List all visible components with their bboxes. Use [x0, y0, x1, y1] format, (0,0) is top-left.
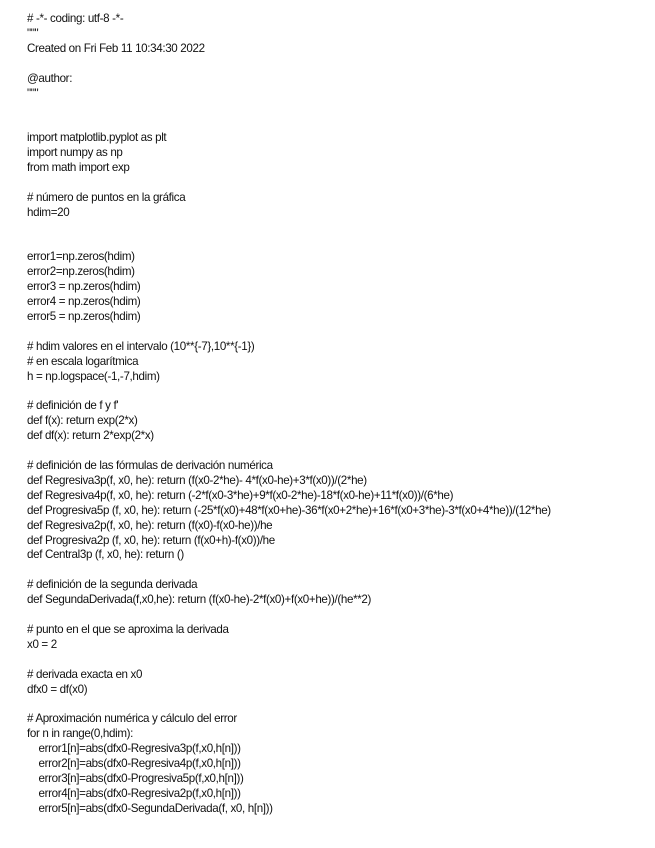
code-line: def SegundaDerivada(f,x0,he): return (f(x0-he)-2*f(x0)+f(x0+he))/(he**2): [27, 593, 372, 607]
blank-line: [27, 653, 637, 668]
blank-line: [27, 385, 637, 400]
code-line: """: [27, 26, 39, 40]
code-line: # definición de la segunda derivada: [27, 578, 198, 592]
code-line: @author:: [27, 71, 73, 85]
code-line: x0 = 2: [27, 637, 57, 651]
code-line: error1[n]=abs(dfx0-Regresiva3p(f,x0,h[n])): [27, 742, 241, 756]
blank-line: [27, 101, 637, 116]
code-line: # en escala logarítmica: [27, 354, 139, 368]
code-line: error2[n]=abs(dfx0-Regresiva4p(f,x0,h[n])): [27, 757, 241, 771]
code-line: def Progresiva5p (f, x0, he): return (-25*f(x0)+48*f(x0+he)-36*f(x0+2*he)+16*f(x0+3*he)-3*f(x0+4*he))/(12*he): [27, 503, 551, 517]
code-line: error4[n]=abs(dfx0-Regresiva2p(f,x0,h[n])): [27, 786, 241, 800]
code-line: for n in range(0,hdim):: [27, 727, 134, 741]
code-line: from math import exp: [27, 161, 130, 175]
blank-line: [27, 236, 637, 251]
code-line: def f(x): return exp(2*x): [27, 414, 138, 428]
code-line: error4 = np.zeros(hdim): [27, 295, 141, 309]
code-line: error5[n]=abs(dfx0-SegundaDerivada(f, x0, h[n])): [27, 801, 273, 815]
blank-line: [27, 325, 637, 340]
blank-line: [27, 698, 637, 713]
code-line: error5 = np.zeros(hdim): [27, 310, 141, 324]
code-line: # Aproximación numérica y cálculo del error: [27, 712, 237, 726]
code-line: # definición de f y f': [27, 399, 119, 413]
code-line: Created on Fri Feb 11 10:34:30 2022: [27, 41, 205, 55]
code-line: def df(x): return 2*exp(2*x): [27, 429, 154, 443]
code-line: error3[n]=abs(dfx0-Progresiva5p(f,x0,h[n])): [27, 772, 244, 786]
code-line: def Regresiva2p(f, x0, he): return (f(x0)-f(x0-he))/he: [27, 518, 273, 532]
code-line: hdim=20: [27, 205, 70, 219]
blank-line: [27, 57, 637, 72]
code-line: error3 = np.zeros(hdim): [27, 280, 141, 294]
code-line: def Regresiva3p(f, x0, he): return (f(x0-2*he)- 4*f(x0-he)+3*f(x0))/(2*he): [27, 473, 367, 487]
code-line: # hdim valores en el intervalo (10**{-7},10**{-1}): [27, 339, 255, 353]
blank-line: [27, 116, 637, 131]
code-line: import matplotlib.pyplot as plt: [27, 131, 167, 145]
code-document: [27, 12, 637, 817]
blank-line: [27, 563, 637, 578]
code-line: """: [27, 86, 39, 100]
code-line: error2=np.zeros(hdim): [27, 265, 135, 279]
blank-line: [27, 444, 637, 459]
code-line: error1=np.zeros(hdim): [27, 250, 135, 264]
code-line: dfx0 = df(x0): [27, 682, 88, 696]
code-line: # punto en el que se aproxima la derivada: [27, 622, 229, 636]
blank-line: [27, 221, 637, 236]
code-line: import numpy as np: [27, 146, 123, 160]
code-line: # número de puntos en la gráfica: [27, 190, 186, 204]
blank-line: [27, 608, 637, 623]
code-line: # definición de las fórmulas de derivación numérica: [27, 459, 273, 473]
code-line: def Progresiva2p (f, x0, he): return (f(x0+h)-f(x0))/he: [27, 533, 275, 547]
code-line: h = np.logspace(-1,-7,hdim): [27, 369, 160, 383]
code-line: def Central3p (f, x0, he): return (): [27, 548, 184, 562]
code-line: def Regresiva4p(f, x0, he): return (-2*f(x0-3*he)+9*f(x0-2*he)-18*f(x0-he)+11*f(x0))/(6*he): [27, 488, 454, 502]
blank-line: [27, 176, 637, 191]
code-line: # -*- coding: utf-8 -*-: [27, 12, 124, 25]
code-line: # derivada exacta en x0: [27, 667, 143, 681]
